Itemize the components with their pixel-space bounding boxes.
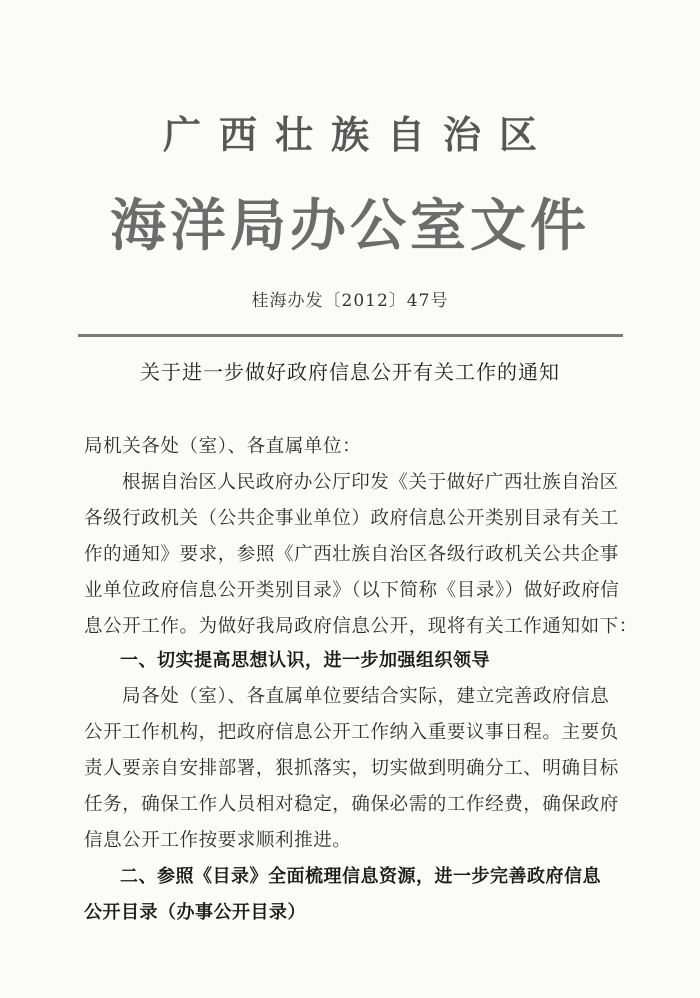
paragraph-line: 任务，确保工作人员相对稳定，确保必需的工作经费，确保政府 bbox=[84, 794, 619, 815]
paragraph-line: 业单位政府信息公开类别目录》（以下简称《目录》）做好政府信 bbox=[84, 580, 620, 601]
issuer-office-title: 海洋局办公室文件 bbox=[110, 193, 590, 259]
paragraph-line: 根据自治区人民政府办公厅印发《关于做好广西壮族自治区 bbox=[122, 472, 619, 493]
paragraph-line: 信息公开工作按要求顺利推进。 bbox=[84, 830, 352, 851]
paragraph-line: 责人要亲自安排部署，狠抓落实，切实做到明确分工、明确目标 bbox=[84, 758, 619, 779]
document-number: 桂海办发〔2012〕47号 bbox=[251, 291, 449, 311]
header-divider bbox=[78, 334, 623, 337]
paragraph-line: 作的通知》要求，参照《广西壮族自治区各级行政机关公共企事 bbox=[84, 544, 619, 565]
section-2-heading-cont: 公开目录（办事公开目录） bbox=[84, 902, 306, 923]
paragraph-line: 各级行政机关（公共企事业单位）政府信息公开类别目录有关工 bbox=[84, 508, 619, 529]
salutation: 局机关各处（室）、各直属单位： bbox=[84, 436, 362, 457]
issuer-region: 广西壮族自治区 bbox=[162, 112, 555, 157]
paragraph-line: 公开工作机构，把政府信息公开工作纳入重要议事日程。主要负 bbox=[84, 722, 619, 743]
paragraph-line: 息公开工作。为做好我局政府信息公开，现将有关工作通知如下： bbox=[84, 616, 638, 637]
paragraph-line: 局各处（室）、各直属单位要结合实际，建立完善政府信息 bbox=[122, 686, 610, 707]
notice-title: 关于进一步做好政府信息公开有关工作的通知 bbox=[140, 360, 560, 384]
section-2-heading: 二、参照《目录》全面梳理信息资源，进一步完善政府信息 bbox=[120, 866, 601, 887]
section-1-heading: 一、切实提高思想认识，进一步加强组织领导 bbox=[120, 650, 490, 671]
